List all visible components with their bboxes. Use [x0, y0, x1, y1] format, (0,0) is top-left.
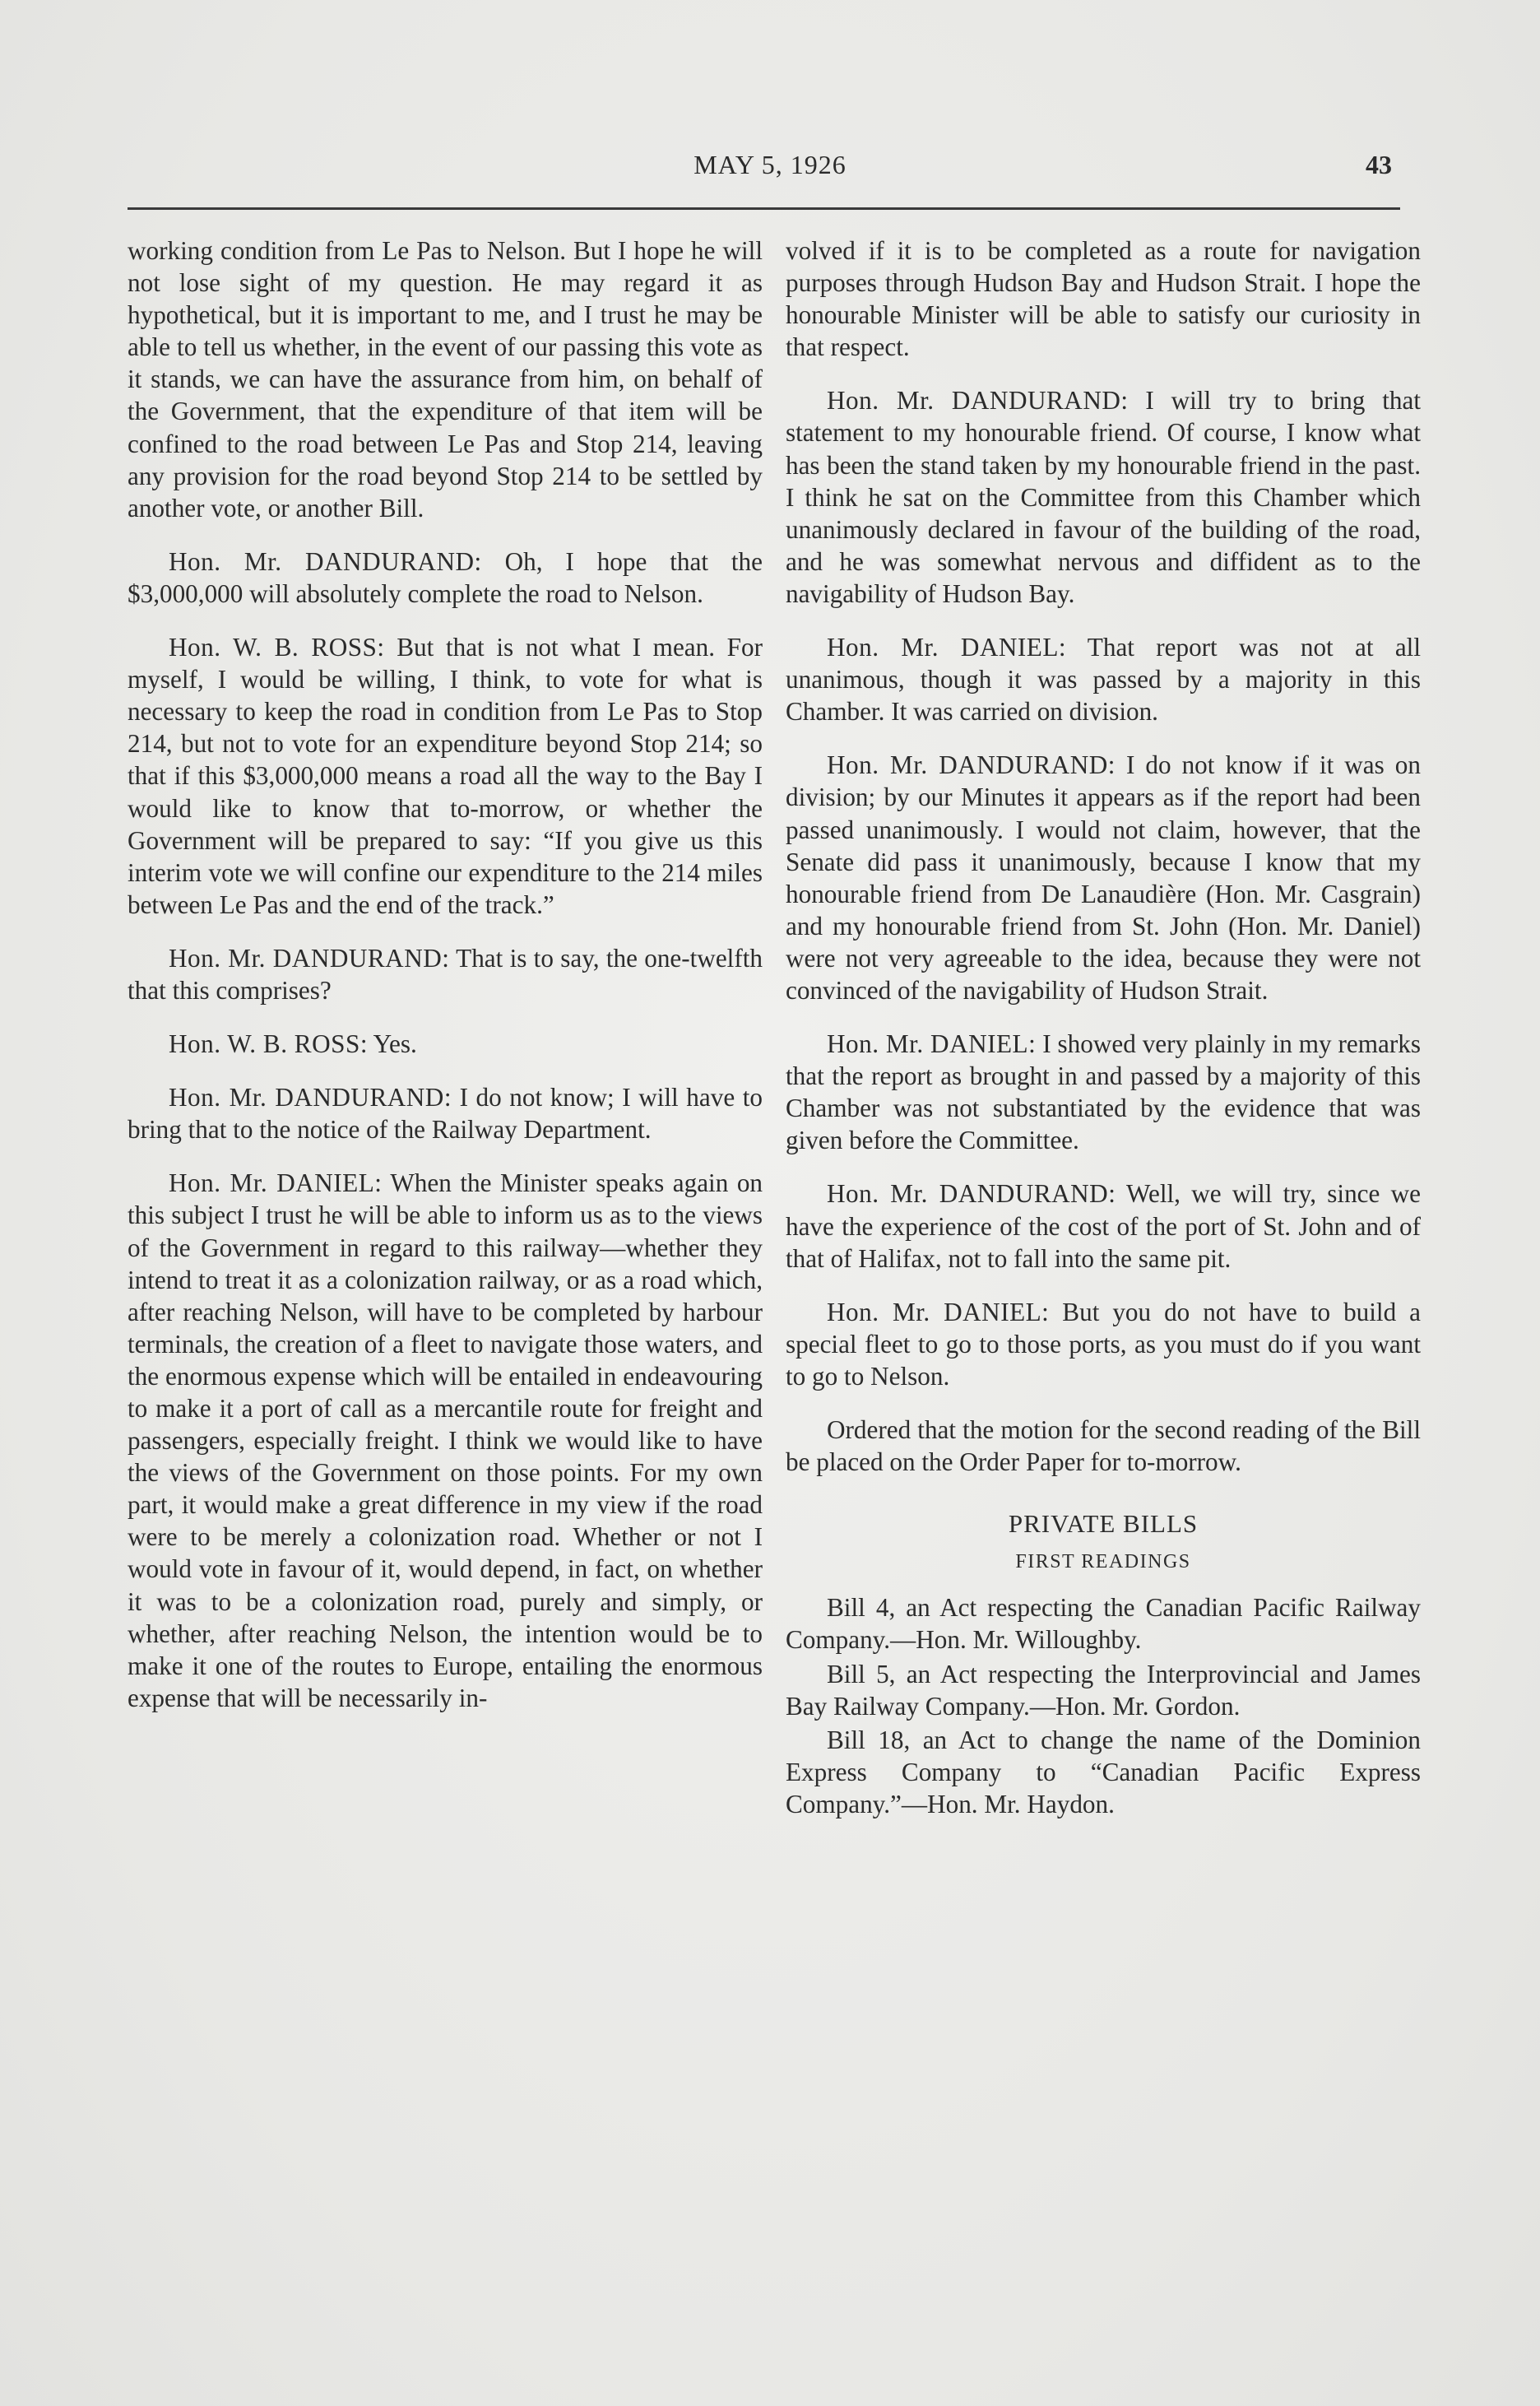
speech-paragraph: [128, 1081, 763, 1145]
speech-text: That is to say, the one-twelfth that this comprises?: [128, 943, 763, 1005]
speech-paragraph: [786, 631, 1421, 727]
running-header-date: MAY 5, 1926: [693, 150, 847, 179]
speech-text: Well, we will try, since we have the experience of the cost of the port of St. John and of that of Halifax, not to fall into the same pit.: [786, 1179, 1421, 1273]
bill-entry: Bill 4, an Act respecting the Canadian Pacific Railway Company.—Hon. Mr. Willoughby.: [786, 1593, 1421, 1655]
speech-paragraph: [128, 942, 763, 1006]
speech-paragraph: [786, 1028, 1421, 1156]
speech-paragraph: [128, 1167, 763, 1714]
speech-text: I do not know if it was on division; by our Minutes it appears as if the report had been passed unanimously. I would not claim, however, that the Senate did pass it unanimously, because I know that my honourable friend from De Lanaudière (Hon. Mr. Casgrain) and my honourable friend from St. John (Hon. Mr. Daniel) were not very agreeable to the idea, because they were not convinced of the navigability of Hudson Strait.: [786, 750, 1421, 1005]
speaker-name: Hon. Mr. DANDURAND:: [827, 750, 1116, 780]
speaker-name: Hon. Mr. DANDURAND:: [827, 1179, 1116, 1209]
speech-paragraph: [786, 1296, 1421, 1392]
bill-entry: Bill 18, an Act to change the name of the Dominion Express Company to “Canadian Pacific Express Company.”—Hon. Mr. Haydon.: [786, 1725, 1421, 1818]
order-paragraph: Ordered that the motion for the second reading of the Bill be placed on the Order Paper for to-morrow.: [786, 1415, 1421, 1477]
speech-text: I showed very plainly in my remarks that the report as brought in and passed by a majority of this Chamber was not substantiated by the evidence that was given before the Committee.: [786, 1029, 1421, 1155]
speech-text: I will try to bring that statement to my honourable friend. Of course, I know what has been the stand taken by my honourable friend in the past. I think he sat on the Committee from this Chamber which unanimously declared in favour of the building of the road, and he was somewhat nervous and diffident as to the navigability of Hudson Bay.: [786, 386, 1421, 608]
speaker-name: Hon. Mr. DANDURAND:: [169, 546, 482, 576]
speech-text: Yes.: [367, 1029, 417, 1059]
paragraph: working condition from Le Pas to Nelson. But I hope he will not lose sight of my question. He may regard it as hypothetical, but it is important to me, and I trust he may be able to tell us whether, in the event of our passing this vote as it stands, we can have the assurance from him, on behalf of the Government, that the expenditure of that item will be confined to the road between Le Pas and Stop 214, leaving any provision for the road beyond Stop 214 to be settled by another vote, or another Bill.: [128, 236, 763, 523]
speech-text: I do not know; I will have to bring that to the notice of the Railway Department.: [128, 1083, 763, 1145]
speaker-name: Hon. Mr. DANIEL:: [827, 1029, 1037, 1059]
speaker-name: Hon. Mr. DANDURAND:: [169, 943, 450, 973]
bill-entry: Bill 5, an Act respecting the Interprovincial and James Bay Railway Company.—Hon. Mr. Gordon.: [786, 1659, 1421, 1721]
speech-text: That report was not at all unanimous, though it was passed by a majority in this Chamber. It was carried on division.: [786, 633, 1421, 727]
speaker-name: Hon. Mr. DANIEL:: [827, 633, 1067, 662]
header-rule: [128, 207, 1400, 210]
speaker-name: Hon. Mr. DANIEL:: [827, 1297, 1050, 1326]
speech-paragraph: [786, 749, 1421, 1006]
section-title: PRIVATE BILLS: [1008, 1509, 1199, 1539]
speaker-name: Hon. Mr. DANDURAND:: [827, 386, 1129, 416]
left-column: [128, 235, 763, 1735]
right-column: [786, 235, 1421, 1822]
subsection-title: FIRST READINGS: [1015, 1551, 1191, 1573]
speech-text: When the Minister speaks again on this subject I trust he will be able to inform us as to the views of the Government in regard to this railway—whether they intend to treat it as a colonization railway, or as a road which, after reaching Nelson, will have to be completed by harbour terminals, the creation of a fleet to navigate those waters, and the enormous expense which will be entailed in endeavouring to make it a port of call as a mercantile route for freight and passengers, especially freight. I think we would like to have the views of the Government on those points. For my own part, it would make a great difference in my view if the road were to be merely a colonization road. Whether or not I would vote in favour of it, would depend, in fact, on whether it was to be a colonization road, purely and simply, or whether, after reaching Nelson, the intention would be to make it one of the routes to Europe, entailing the enormous expense that will be necessarily in-: [128, 1168, 763, 1712]
speaker-name: Hon. Mr. DANIEL:: [169, 1168, 383, 1198]
speaker-name: Hon. Mr. DANDURAND:: [169, 1083, 452, 1112]
speech-paragraph: [128, 1028, 763, 1060]
speech-paragraph: [128, 631, 763, 921]
speech-paragraph: [786, 384, 1421, 610]
speaker-name: Hon. W. B. ROSS:: [169, 633, 385, 662]
speech-text: Oh, I hope that the $3,000,000 will absolutely complete the road to Nelson.: [128, 546, 763, 608]
speech-text: But that is not what I mean. For myself, I would be willing, I think, to vote for what is necessary to keep the road in condition from Le Pas to Stop 214, but not to vote for an expenditure beyond Stop 214; so that if this $3,000,000 means a road all the way to the Bay I would like to know that to-morrow, or whether the Government will be prepared to say: “If you give us this interim vote we will confine our expenditure to the 214 miles between Le Pas and the end of the track.”: [128, 633, 763, 919]
page-number: 43: [1366, 150, 1392, 179]
speaker-name: Hon. W. B. ROSS:: [169, 1029, 368, 1059]
speech-paragraph: [786, 1177, 1421, 1274]
paragraph: volved if it is to be completed as a route for navigation purposes through Hudson Bay and Hudson Strait. I hope the honourable Minister will be able to satisfy our curiosity in that respect.: [786, 236, 1421, 362]
speech-text: But you do not have to build a special fleet to go to those ports, as you must do if you want to go to Nelson.: [786, 1297, 1421, 1391]
speech-paragraph: [128, 546, 763, 610]
